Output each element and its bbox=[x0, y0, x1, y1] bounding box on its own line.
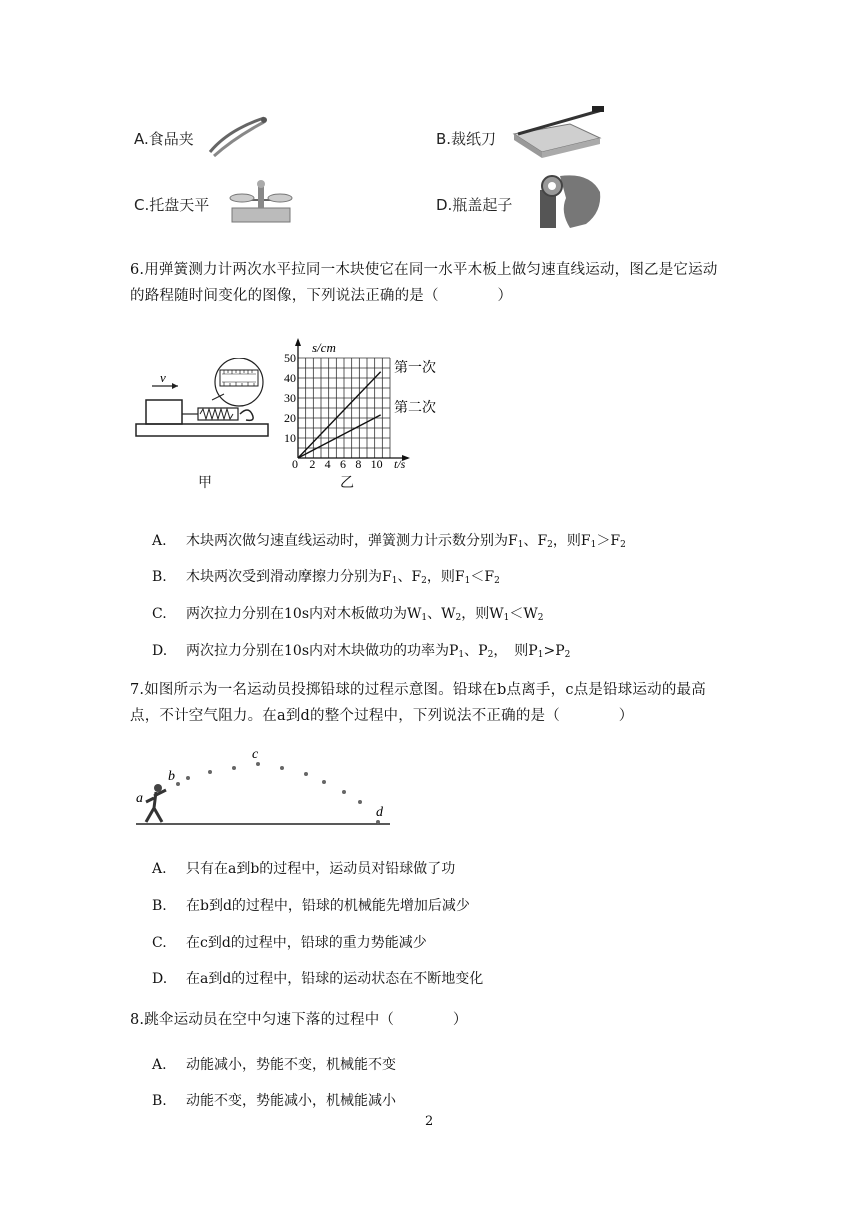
trajectory-dot bbox=[376, 820, 380, 824]
shot-put-trajectory-figure bbox=[132, 744, 394, 830]
series-label-second: 第二次 bbox=[394, 401, 436, 416]
series-lines bbox=[298, 372, 381, 458]
q8-choice-b: B. 动能不变，势能减小，机械能减小 bbox=[152, 1093, 396, 1109]
x-tick-label: 4 bbox=[324, 457, 331, 470]
q6-choice-a: A. 木块两次做匀速直线运动时，弹簧测力计示数分别为$F_1$、$F_2$，则$F_1>F_2$ bbox=[152, 533, 626, 550]
balance-icon bbox=[226, 176, 296, 226]
y-tick-label: 20 bbox=[284, 411, 296, 425]
trajectory-dot bbox=[208, 770, 212, 774]
q7-stem-line1: 7.如图所示为一名运动员投掷铅球的过程示意图。铅球在b点离手，c点是铅球运动的最高 bbox=[130, 682, 706, 698]
trajectory-dot bbox=[256, 762, 260, 766]
trajectory-dot bbox=[176, 782, 180, 786]
q7-choice-d: D. 在a到d的过程中，铅球的运动状态在不断地变化 bbox=[152, 971, 484, 987]
q6-choice-d: D. 两次拉力分别在10s内对木块做功的功率为$P_1$、$P_2$， 则$P_1>P_2$ bbox=[152, 643, 571, 660]
y-tick-label: 50 bbox=[284, 351, 296, 365]
trajectory-dot bbox=[186, 776, 190, 780]
q8-choice-a: A. 动能减小，势能不变，机械能不变 bbox=[152, 1057, 396, 1073]
q7-choice-c: C. 在c到d的过程中，铅球的重力势能减少 bbox=[152, 935, 427, 951]
point-d-label: d bbox=[376, 805, 383, 820]
trajectory-dot bbox=[342, 790, 346, 794]
option-d-label: D.瓶盖起子 bbox=[436, 196, 513, 214]
figure-jia-label: 甲 bbox=[198, 475, 212, 491]
point-b-label: b bbox=[168, 769, 175, 784]
x-tick-label: 10 bbox=[370, 457, 383, 470]
trajectory-dot bbox=[358, 800, 362, 804]
figure-yi-label: 乙 bbox=[340, 475, 354, 491]
y-axis-arrow bbox=[295, 338, 301, 346]
paper-cutter-icon bbox=[508, 104, 606, 160]
origin-label: 0 bbox=[292, 457, 298, 470]
point-a-label: a bbox=[136, 791, 143, 806]
page-number: 2 bbox=[425, 1114, 434, 1129]
trajectory-dot bbox=[280, 766, 284, 770]
tick-labels bbox=[284, 351, 383, 470]
velocity-label: v bbox=[160, 370, 166, 385]
y-tick-label: 40 bbox=[284, 371, 296, 385]
q8-stem: 8.跳伞运动员在空中匀速下落的过程中（ ） bbox=[130, 1012, 468, 1028]
y-axis-title: s/cm bbox=[312, 340, 336, 355]
point-c-label: c bbox=[252, 747, 259, 762]
series-label-first: 第一次 bbox=[394, 361, 436, 376]
option-a-label: A.食品夹 bbox=[134, 130, 194, 148]
y-tick-label: 30 bbox=[284, 391, 296, 405]
athlete-icon bbox=[146, 784, 166, 822]
s-t-graph bbox=[282, 334, 442, 470]
x-axis-title: t/s bbox=[394, 457, 406, 470]
q7-stem-line2: 点，不计空气阻力。在a到d的整个过程中，下列说法不正确的是（ ） bbox=[130, 708, 634, 724]
bottle-opener-icon bbox=[530, 172, 606, 228]
trajectory-dot bbox=[232, 766, 236, 770]
option-c-label: C.托盘天平 bbox=[134, 196, 210, 214]
q6-stem-line1: 6.用弹簧测力计两次水平拉同一木块使它在同一水平木板上做匀速直线运动，图乙是它运动 bbox=[130, 262, 718, 278]
series-line-first bbox=[298, 372, 381, 458]
figure-jia-apparatus bbox=[132, 358, 282, 440]
q7-choice-b: B. 在b到d的过程中，铅球的机械能先增加后减少 bbox=[152, 898, 470, 914]
q6-choice-c: C. 两次拉力分别在10s内对木板做功为$W_1$、$W_2$，则$W_1<W_2$ bbox=[152, 606, 544, 623]
q7-choice-a: A. 只有在a到b的过程中，运动员对铅球做了功 bbox=[152, 861, 456, 877]
x-tick-label: 6 bbox=[340, 457, 346, 470]
q6-stem-line2: 的路程随时间变化的图像，下列说法正确的是（ ） bbox=[130, 288, 513, 304]
x-tick-label: 8 bbox=[355, 457, 362, 470]
y-tick-label: 10 bbox=[284, 431, 296, 445]
tongs-icon bbox=[206, 112, 268, 158]
q6-choice-b: B. 木块两次受到滑动摩擦力分别为$F_1$、$F_2$，则$F_1<F_2$ bbox=[152, 569, 500, 586]
trajectory-dots bbox=[176, 762, 380, 824]
series-line-second bbox=[298, 415, 381, 458]
x-tick-label: 2 bbox=[309, 457, 316, 470]
option-b-label: B.裁纸刀 bbox=[436, 130, 497, 148]
trajectory-dot bbox=[322, 780, 326, 784]
trajectory-dot bbox=[304, 772, 308, 776]
